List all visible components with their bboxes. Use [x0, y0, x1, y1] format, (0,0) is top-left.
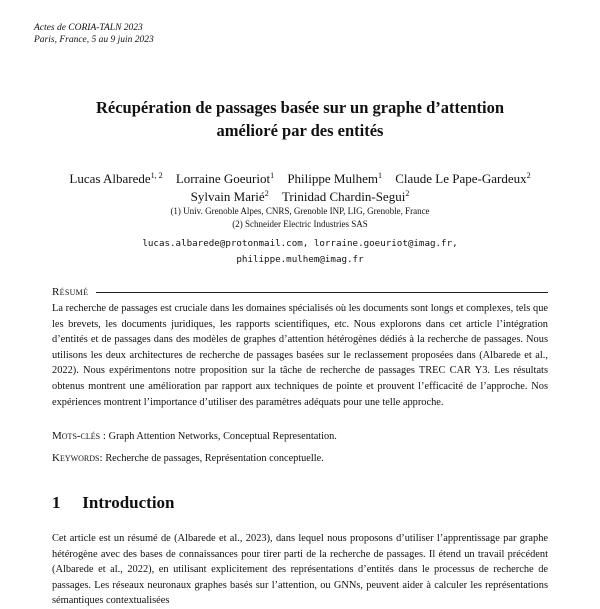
mots-cles: [52, 430, 548, 442]
keywords-text: Recherche de passages, Représentation conceptuelle.: [105, 453, 324, 464]
title-line-1: Récupération de passages basée sur un graphe d’attention: [95, 98, 505, 117]
heading-rule: [96, 292, 548, 293]
section-title: Introduction: [82, 493, 175, 512]
affiliation-2: (2) Schneider Electric Industries SAS: [232, 219, 368, 229]
paper-title: [40, 96, 560, 142]
keywords-label: Keywords:: [52, 452, 103, 464]
resume-label: Résumé: [52, 286, 89, 298]
venue-header: [34, 22, 154, 46]
author: Sylvain Marié$^2$: [190, 189, 269, 204]
venue-location: Paris, France, 5 au 9 juin 2023: [34, 35, 154, 45]
author: Philippe Mulhem$^1$: [287, 171, 382, 186]
affiliation-1: (1) Univ. Grenoble Alpes, CNRS, Grenoble INP, LIG, Grenoble, France: [170, 206, 430, 216]
introduction-text: Cet article est un résumé de (Albarede et al., 2023), dans lequel nous proposons d’utiliser l’apprentissage par graphe hétérogène avec des bases de connaissances pour tirer parti de la recherche de passages. Il étend un travail précédent (Albarede et al., 2022), en utilisant explicitement des représentations d’entités dans le processus de recherche de passages. Les réseaux neuronaux graphes basés sur l’attention, ou GNNs, peuvent aider à calculer les représentations sémantiques contextualisées: [52, 533, 548, 607]
emails-line-1: lucas.albarede@protonmail.com, lorraine.goeuriot@imag.fr,: [142, 238, 458, 249]
author: Claude Le Pape-Gardeux$^2$: [395, 171, 531, 186]
section-heading: [52, 493, 175, 513]
author-list: [64, 170, 536, 206]
venue-name: Actes de CORIA-TALN 2023: [34, 23, 143, 33]
mots-cles-label: Mots-clés :: [52, 430, 106, 442]
abstract-text: La recherche de passages est cruciale dans les domaines spécialisés où les documents sont longs et complexes, tels que les brevets, les documents juridiques, les rapports scientifiques, etc. Nous explorons dans cet article l’intégration d’entités et de passages dans des modèles de graphes d’attention hétérogènes dédiés à la recherche de passages. Nous utilisons les deux architectures de recherche de passages basées sur le reclassement proposées dans (Albarede et al., 2022). Nous expérimentons notre proposition sur la tâche de recherche de passages TREC CAR Y3. Les résultats obtenus montrent une amélioration par rapport aux techniques de pointe et prouvent l’efficacité de l’approche. Nos expériences montrent l’importance d’utiliser des paramètres adéquats pour une telle approche.: [52, 303, 548, 408]
keywords: [52, 452, 548, 464]
mots-cles-text: Graph Attention Networks, Conceptual Representation.: [108, 431, 337, 442]
section-number: 1: [52, 493, 61, 512]
resume-heading: [52, 286, 548, 298]
author: Lucas Albarede$^{1, 2}$: [69, 171, 163, 186]
title-line-2: amélioré par des entités: [216, 121, 384, 140]
emails-line-2: philippe.mulhem@imag.fr: [236, 254, 364, 265]
author: Trinidad Chardin-Segui$^2$: [281, 189, 410, 204]
author: Lorraine Goeuriot$^1$: [175, 171, 275, 186]
